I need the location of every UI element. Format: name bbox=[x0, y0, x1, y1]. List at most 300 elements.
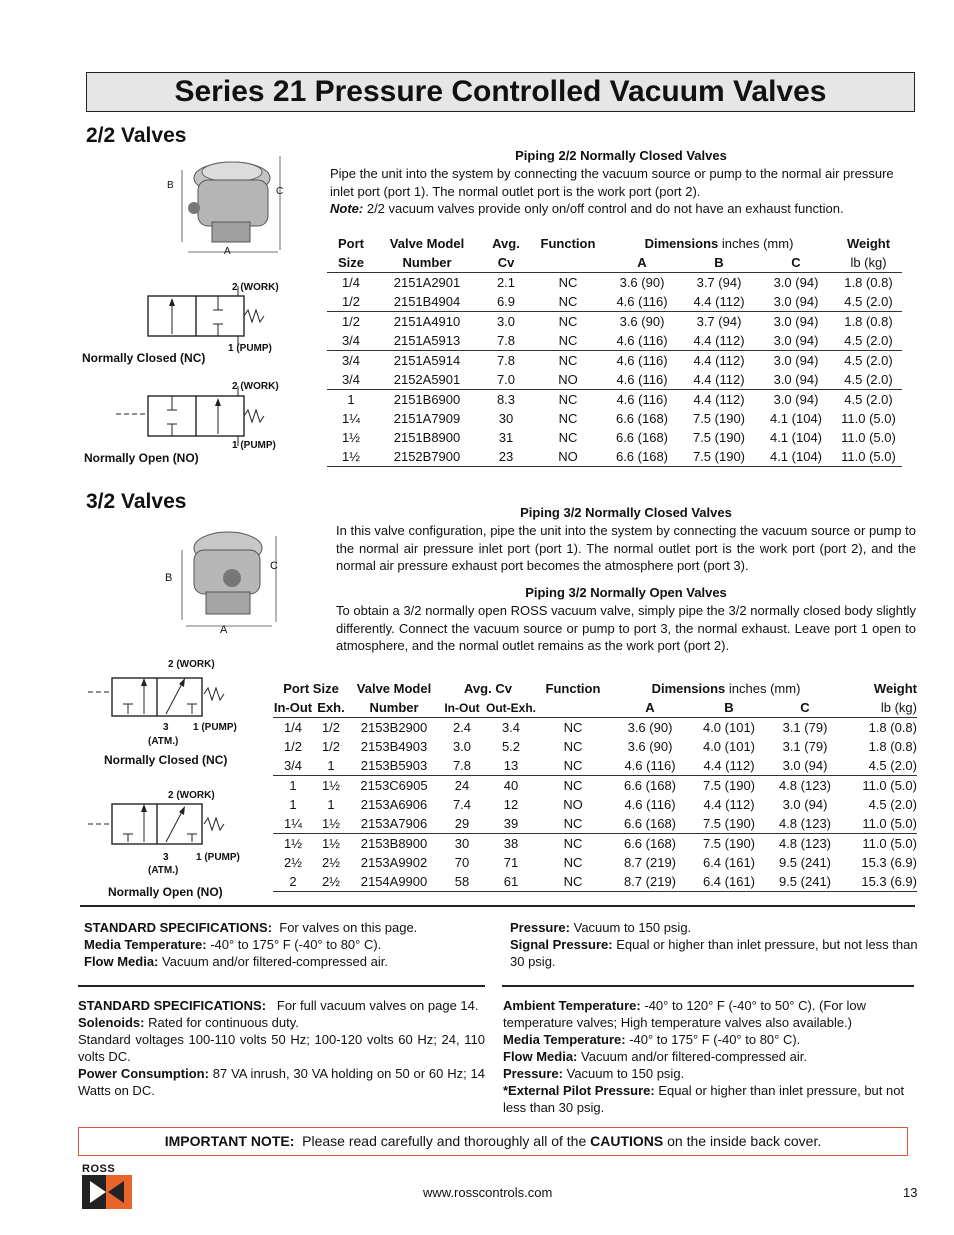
table-cell: 3.0 (94) bbox=[773, 275, 819, 290]
table-cell: 7.5 (190) bbox=[692, 411, 746, 426]
th-weight-3-2: Weight bbox=[873, 681, 917, 696]
piping-2-2-text: Pipe the unit into the system by connecting the vacuum source or pump to the normal air pressure inlet port (port 1). The normal outlet port is the work port (port 2). bbox=[330, 166, 894, 199]
spec2-std-text: For full vacuum valves on page 14. bbox=[276, 998, 479, 1013]
table-cell: 4.8 (123) bbox=[778, 778, 832, 793]
specs-2-right-rule bbox=[502, 985, 914, 987]
important-text-1: Please read carefully and thoroughly all of the bbox=[302, 1133, 587, 1149]
table-cell: 7.4 bbox=[452, 797, 472, 812]
table-cell: 7.5 (190) bbox=[691, 814, 767, 834]
spec-signal bbox=[510, 936, 920, 970]
table-cell: 3.0 (94) bbox=[757, 331, 835, 351]
spec2-pressure bbox=[503, 1065, 913, 1082]
spec-flow-text: Vacuum and/or filtered-compressed air. bbox=[162, 954, 388, 969]
table-cell: 8.3 bbox=[496, 392, 516, 407]
table-cell: 1½ bbox=[283, 836, 303, 851]
important-note bbox=[78, 1127, 908, 1156]
spec-std-text: For valves on this page. bbox=[279, 920, 418, 935]
table-cell: 3.0 bbox=[496, 314, 516, 329]
table-cell: 23 bbox=[479, 447, 533, 467]
table-cell: NC bbox=[537, 756, 609, 776]
valve-symbol-3-2-no bbox=[84, 800, 244, 860]
port-label-atm-no: (ATM.) bbox=[148, 865, 179, 876]
table-cell: 6.6 (168) bbox=[615, 430, 669, 445]
spec2-power-text: 87 VA inrush, 30 VA holding on 50 or 60 Hz; 14 Watts on DC. bbox=[78, 1066, 485, 1098]
table-cell: 3/4 bbox=[327, 331, 375, 351]
table-cell: 4.5 (2.0) bbox=[868, 797, 917, 812]
th-size: Size bbox=[327, 253, 375, 273]
th-model: Valve Model bbox=[389, 236, 465, 251]
table-cell: 13 bbox=[485, 756, 537, 776]
th-b: B bbox=[681, 253, 757, 273]
table-cell: 11.0 (5.0) bbox=[841, 411, 896, 426]
table-cell: 4.1 (104) bbox=[769, 411, 823, 426]
spec2-flow-text: Vacuum and/or filtered-compressed air. bbox=[581, 1049, 807, 1064]
table-cell: 3.0 (94) bbox=[773, 314, 819, 329]
table-cell: 1/4 bbox=[283, 720, 303, 735]
th-b-3-2: B bbox=[691, 698, 767, 718]
spec-std-label: STANDARD SPECIFICATIONS: bbox=[84, 920, 273, 935]
page-number: 13 bbox=[903, 1185, 918, 1200]
table-cell: 1¼ bbox=[273, 814, 313, 834]
spec2-flow bbox=[503, 1048, 913, 1065]
table-cell: 7.8 bbox=[439, 756, 485, 776]
table-cell: 30 bbox=[454, 836, 470, 851]
spec2-pilot-label: *External Pilot Pressure: bbox=[503, 1083, 655, 1098]
table-cell: NC bbox=[563, 739, 583, 754]
spec2-power bbox=[78, 1065, 485, 1099]
table-3-2 bbox=[273, 679, 917, 892]
table-cell: 1½ bbox=[327, 447, 375, 467]
th-a-3-2: A bbox=[609, 698, 691, 718]
table-cell: 3.1 (79) bbox=[782, 720, 828, 735]
spec-temp-text: -40° to 175° F (-40° to 80° C). bbox=[210, 937, 382, 952]
spec2-voltages: Standard voltages 100-110 volts 50 Hz; 100-120 volts 60 Hz; 24, 110 volts DC. bbox=[78, 1032, 485, 1064]
specs-2-right bbox=[503, 997, 913, 1116]
table-cell: NO bbox=[533, 447, 603, 467]
symbol-3-2-nc bbox=[84, 670, 244, 730]
spec2-flow-label: Flow Media: bbox=[503, 1049, 578, 1064]
th-function-3-2: Function bbox=[545, 681, 601, 696]
table-cell: 3.7 (94) bbox=[696, 314, 742, 329]
table-cell: 7.5 (190) bbox=[692, 430, 746, 445]
table-row bbox=[327, 331, 902, 351]
table-cell: 3/4 bbox=[273, 756, 313, 776]
table-cell: 4.4 (112) bbox=[703, 797, 755, 812]
table-cell: 1 bbox=[327, 797, 335, 812]
divider bbox=[80, 905, 915, 907]
table-cell: NC bbox=[563, 778, 583, 793]
table-cell: 7.5 (190) bbox=[681, 447, 757, 467]
th-cv: Cv bbox=[479, 253, 533, 273]
table-row bbox=[273, 814, 917, 834]
page-title: Series 21 Pressure Controlled Vacuum Valves bbox=[174, 75, 827, 108]
table-cell: 3.6 (90) bbox=[619, 275, 665, 290]
table-cell: 2151A2901 bbox=[393, 275, 461, 290]
table-cell: 8.7 (219) bbox=[623, 855, 677, 870]
th-blank-3-2 bbox=[537, 698, 609, 718]
table-cell: 1 bbox=[289, 797, 297, 812]
table-cell: 4.8 (123) bbox=[778, 836, 832, 851]
table-cell: 1½ bbox=[321, 778, 341, 793]
table-cell: 40 bbox=[503, 778, 519, 793]
note-text: 2/2 vacuum valves provide only on/off control and do not have an exhaust function. bbox=[366, 201, 844, 216]
table-cell: 3/4 bbox=[327, 370, 375, 390]
table-row bbox=[327, 428, 902, 447]
piping-3-2-nc-text: In this valve configuration, pipe the unit into the system by connecting the vacuum source or pump to the normal air pressure inlet port (port 1). The normal outlet port is the work port (port 2), and the normal air pressure exhaust port becomes the atmosphere port (port 3). bbox=[336, 523, 916, 573]
table-cell: NC bbox=[533, 331, 603, 351]
table-2-2-body bbox=[327, 273, 902, 467]
ross-logo-icon bbox=[82, 1175, 132, 1209]
spec2-pressure-label: Pressure: bbox=[503, 1066, 563, 1081]
table-cell: 1/2 bbox=[327, 292, 375, 312]
table-cell: 38 bbox=[503, 836, 519, 851]
port-label-atm-num-no: 3 bbox=[163, 852, 169, 863]
table-row bbox=[273, 737, 917, 756]
table-cell: 4.4 (112) bbox=[691, 756, 767, 776]
table-cell: 2151A5913 bbox=[375, 331, 479, 351]
th-cv-out-exh: Out-Exh. bbox=[485, 698, 537, 718]
table-cell: 4.4 (112) bbox=[681, 370, 757, 390]
th-dimensions bbox=[603, 234, 835, 253]
table-cell: 1/2 bbox=[321, 739, 341, 754]
port-label-atm-num: 3 bbox=[163, 722, 169, 733]
table-cell: 4.8 (123) bbox=[767, 814, 843, 834]
th-dimensions-units: inches (mm) bbox=[721, 236, 794, 251]
table-cell: 1.8 (0.8) bbox=[868, 720, 917, 735]
table-cell: 2151A7909 bbox=[393, 411, 461, 426]
caption-normally-closed: Normally Closed (NC) bbox=[82, 351, 206, 365]
table-cell: 1.8 (0.8) bbox=[844, 314, 893, 329]
table-row bbox=[273, 795, 917, 814]
spec2-ambient-label: Ambient Temperature: bbox=[503, 998, 641, 1013]
th-weight: Weight bbox=[846, 236, 891, 251]
table-cell: 7.8 bbox=[496, 353, 516, 368]
th-dimensions-units-3-2: inches (mm) bbox=[728, 681, 801, 696]
table-cell: 4.5 (2.0) bbox=[835, 370, 902, 390]
spec2-std-label: STANDARD SPECIFICATIONS: bbox=[78, 998, 267, 1013]
caption-normally-open-3-2: Normally Open (NO) bbox=[108, 885, 223, 899]
table-cell: 1.8 (0.8) bbox=[844, 275, 893, 290]
table-cell: 4.0 (101) bbox=[702, 739, 756, 754]
spec2-power-label: Power Consumption: bbox=[78, 1066, 209, 1081]
table-cell: 30 bbox=[498, 411, 514, 426]
table-cell: 4.6 (116) bbox=[603, 331, 681, 351]
table-cell: 4.5 (2.0) bbox=[844, 353, 893, 368]
port-label-work-3-2-no: 2 (WORK) bbox=[168, 790, 215, 801]
th-c: C bbox=[757, 253, 835, 273]
table-cell: 2154A9900 bbox=[349, 872, 439, 892]
table-cell: 3.0 bbox=[452, 739, 472, 754]
section-heading-3-2: 3/2 Valves bbox=[86, 490, 187, 513]
table-cell: 3.7 (94) bbox=[696, 275, 742, 290]
table-cell: 39 bbox=[485, 814, 537, 834]
piping-2-2-note bbox=[330, 200, 914, 218]
table-cell: 6.6 (168) bbox=[603, 447, 681, 467]
spec2-temp-label: Media Temperature: bbox=[503, 1032, 626, 1047]
table-cell: 1/2 bbox=[341, 314, 361, 329]
spec2-pilot-text: Equal or higher than inlet pressure, but not less than 30 psig. bbox=[503, 1083, 905, 1115]
piping-3-2-no-title: Piping 3/2 Normally Open Valves bbox=[525, 585, 727, 600]
specs-1-right bbox=[510, 919, 920, 970]
table-cell: 3.0 (94) bbox=[773, 353, 819, 368]
table-cell: NC bbox=[563, 855, 583, 870]
table-cell: NC bbox=[558, 275, 578, 290]
table-2-2 bbox=[327, 234, 902, 467]
table-cell: 24 bbox=[454, 778, 470, 793]
table-cell: 3.6 (90) bbox=[619, 314, 665, 329]
dim-label-a-3-2: A bbox=[220, 624, 228, 636]
table-cell: 4.4 (112) bbox=[681, 331, 757, 351]
table-cell: 6.6 (168) bbox=[609, 814, 691, 834]
table-cell: 6.6 (168) bbox=[623, 836, 677, 851]
title-banner bbox=[86, 72, 915, 112]
spec2-sol-label: Solenoids: bbox=[78, 1015, 145, 1030]
spec2-ambient-text: -40° to 120° F (-40° to 50° C). (For low temperature valves; High temperature valves also available.) bbox=[503, 998, 867, 1030]
table-cell: 1.8 (0.8) bbox=[868, 739, 917, 754]
piping-2-2-title: Piping 2/2 Normally Closed Valves bbox=[515, 148, 727, 163]
spec2-pressure-text: Vacuum to 150 psig. bbox=[566, 1066, 685, 1081]
table-cell: 2153B5903 bbox=[349, 756, 439, 776]
specs-2-left bbox=[78, 997, 485, 1099]
table-cell: 4.5 (2.0) bbox=[844, 392, 893, 407]
table-cell: 6.6 (168) bbox=[623, 778, 677, 793]
table-cell: 6.6 (168) bbox=[615, 411, 669, 426]
table-cell: 12 bbox=[503, 797, 519, 812]
table-cell: 2½ bbox=[313, 872, 349, 892]
table-cell: 31 bbox=[498, 430, 514, 445]
table-cell: 1/2 bbox=[321, 720, 341, 735]
spec-flow bbox=[84, 953, 494, 970]
table-row bbox=[273, 776, 917, 796]
table-cell: 2.4 bbox=[452, 720, 472, 735]
table-cell: 29 bbox=[439, 814, 485, 834]
table-cell: 3.6 (90) bbox=[627, 739, 673, 754]
spec-pressure-label: Pressure: bbox=[510, 920, 570, 935]
table-cell: 2152B7900 bbox=[375, 447, 479, 467]
dim-label-c-3-2: C bbox=[270, 560, 278, 572]
th-blank bbox=[533, 253, 603, 273]
th-avg-cv: Avg. Cv bbox=[464, 681, 512, 696]
table-cell: 70 bbox=[454, 855, 470, 870]
spec2-ambient bbox=[503, 997, 913, 1031]
table-cell: 4.6 (116) bbox=[609, 756, 691, 776]
table-row bbox=[327, 273, 902, 293]
table-cell: 2151B6900 bbox=[393, 392, 461, 407]
table-cell: 1/4 bbox=[341, 275, 361, 290]
th-number-3-2: Number bbox=[349, 698, 439, 718]
table-cell: 2½ bbox=[321, 855, 341, 870]
table-cell: 2½ bbox=[283, 855, 303, 870]
specs-2-left-rule bbox=[78, 985, 485, 987]
table-cell: 71 bbox=[503, 855, 519, 870]
table-cell: 3.4 bbox=[501, 720, 521, 735]
table-row bbox=[327, 447, 902, 467]
table-cell: 4.5 (2.0) bbox=[843, 756, 917, 776]
symbol-3-2-no bbox=[84, 800, 244, 860]
port-label-work-3-2: 2 (WORK) bbox=[168, 659, 215, 670]
valve-symbol-3-2-nc bbox=[84, 670, 244, 730]
table-cell: 4.6 (116) bbox=[616, 353, 668, 368]
table-cell: 1 bbox=[289, 778, 297, 793]
caption-normally-closed-3-2: Normally Closed (NC) bbox=[104, 753, 228, 767]
table-cell: 1¼ bbox=[341, 411, 361, 426]
table-cell: 2153B2900 bbox=[360, 720, 428, 735]
table-row bbox=[327, 409, 902, 428]
th-weight-units: lb (kg) bbox=[835, 253, 902, 273]
table-cell: NC bbox=[558, 314, 578, 329]
table-row bbox=[327, 390, 902, 410]
table-cell: NO bbox=[563, 797, 583, 812]
note-label: Note: bbox=[330, 201, 364, 216]
table-cell: 4.4 (112) bbox=[693, 353, 745, 368]
spec-pressure bbox=[510, 919, 920, 936]
th-port: Port bbox=[338, 236, 364, 251]
th-function: Function bbox=[540, 236, 596, 251]
table-cell: 3.0 (94) bbox=[757, 292, 835, 312]
table-cell: 4.4 (112) bbox=[681, 292, 757, 312]
port-label-pump-3-2-no: 1 (PUMP) bbox=[196, 852, 240, 863]
table-cell: NC bbox=[533, 292, 603, 312]
piping-3-2-no-text: To obtain a 3/2 normally open ROSS vacuum valve, simply pipe the 3/2 normally closed body slightly differently. Connect the vacuum source or pump to port 3, the normal exhaust. Leave port 1 open to atmosphere, and the normal outlet remains as the work port (port 2). bbox=[336, 603, 916, 653]
table-cell: 4.5 (2.0) bbox=[835, 292, 902, 312]
table-cell: 2153A6906 bbox=[360, 797, 428, 812]
table-cell: 2153A9902 bbox=[360, 855, 428, 870]
table-cell: 2153C6905 bbox=[360, 778, 428, 793]
table-cell: 6.4 (161) bbox=[691, 872, 767, 892]
table-cell: 7.8 bbox=[479, 331, 533, 351]
table-cell: 1½ bbox=[321, 836, 341, 851]
table-cell: NC bbox=[537, 814, 609, 834]
th-number: Number bbox=[375, 253, 479, 273]
table-cell: 6.4 (161) bbox=[702, 855, 756, 870]
table-cell: 3.0 (94) bbox=[767, 756, 843, 776]
th-exh: Exh. bbox=[313, 698, 349, 718]
th-dimensions-label: Dimensions bbox=[644, 236, 719, 251]
port-label-work: 2 (WORK) bbox=[232, 282, 279, 293]
th-cv-in-out: In-Out bbox=[439, 698, 485, 718]
port-label-pump: 1 (PUMP) bbox=[228, 343, 272, 354]
table-cell: 4.6 (116) bbox=[616, 392, 668, 407]
spec-temp-label: Media Temperature: bbox=[84, 937, 207, 952]
table-cell: 1½ bbox=[341, 430, 361, 445]
table-cell: 2 bbox=[273, 872, 313, 892]
th-dimensions-label-3-2: Dimensions bbox=[651, 681, 726, 696]
dim-label-b-3-2: B bbox=[165, 572, 173, 584]
port-label-atm: (ATM.) bbox=[148, 736, 179, 747]
table-cell: 15.3 (6.9) bbox=[843, 872, 917, 892]
table-row bbox=[273, 834, 917, 854]
table-cell: NC bbox=[558, 392, 578, 407]
th-c-3-2: C bbox=[767, 698, 843, 718]
table-cell: 11.0 (5.0) bbox=[862, 778, 917, 793]
table-cell: 11.0 (5.0) bbox=[862, 836, 917, 851]
table-cell: NC bbox=[558, 411, 578, 426]
table-cell: 4.1 (104) bbox=[757, 447, 835, 467]
th-port-size: Port Size bbox=[283, 681, 339, 696]
spec2-sol-text: Rated for continuous duty. bbox=[148, 1015, 299, 1030]
table-cell: 9.5 (241) bbox=[767, 872, 843, 892]
table-cell: NC bbox=[563, 836, 583, 851]
table-cell: 3.1 (79) bbox=[782, 739, 828, 754]
table-cell: 1/2 bbox=[283, 739, 303, 754]
table-cell: 3/4 bbox=[341, 353, 361, 368]
spec-signal-label: Signal Pressure: bbox=[510, 937, 613, 952]
caption-normally-open: Normally Open (NO) bbox=[84, 451, 199, 465]
table-cell: 1½ bbox=[313, 814, 349, 834]
table-cell: NC bbox=[558, 353, 578, 368]
spec-flow-label: Flow Media: bbox=[84, 954, 159, 969]
spec-temp bbox=[84, 936, 494, 953]
table-cell: 4.6 (116) bbox=[624, 797, 676, 812]
important-cautions: CAUTIONS bbox=[590, 1133, 664, 1149]
th-a: A bbox=[603, 253, 681, 273]
footer-url: www.rosscontrols.com bbox=[423, 1185, 553, 1200]
table-cell: 61 bbox=[485, 872, 537, 892]
table-cell: 2153B4903 bbox=[360, 739, 428, 754]
valve-image-2-2 bbox=[160, 150, 300, 262]
spec2-sol bbox=[78, 1014, 485, 1031]
table-cell: 58 bbox=[439, 872, 485, 892]
port-label-pump-no: 1 (PUMP) bbox=[232, 440, 276, 451]
spec2-pilot bbox=[503, 1082, 913, 1116]
table-cell: 4.5 (2.0) bbox=[835, 331, 902, 351]
table-cell: 2153B8900 bbox=[360, 836, 428, 851]
ross-logo-text: ROSS bbox=[82, 1163, 116, 1175]
table-cell: 4.6 (116) bbox=[603, 292, 681, 312]
table-cell: 1 bbox=[347, 392, 355, 407]
table-cell: 9.5 (241) bbox=[778, 855, 832, 870]
table-cell: 2151A4910 bbox=[393, 314, 461, 329]
section-heading-2-2: 2/2 Valves bbox=[86, 124, 187, 147]
specs-1-left bbox=[84, 919, 494, 970]
dim-label-c: C bbox=[276, 186, 284, 197]
table-cell: 3.0 (94) bbox=[757, 370, 835, 390]
table-cell: 7.5 (190) bbox=[702, 836, 756, 851]
valve-image-3-2 bbox=[160, 520, 290, 636]
dim-label-a: A bbox=[224, 246, 231, 257]
port-label-work-no: 2 (WORK) bbox=[232, 381, 279, 392]
table-cell: 2152A5901 bbox=[375, 370, 479, 390]
th-weight-units-3-2: lb (kg) bbox=[843, 698, 917, 718]
table-row bbox=[273, 756, 917, 776]
th-avg: Avg. bbox=[492, 236, 520, 251]
table-row bbox=[273, 853, 917, 872]
table-cell: 2151A5914 bbox=[393, 353, 461, 368]
th-in-out: In-Out bbox=[273, 698, 313, 718]
table-cell: NC bbox=[563, 720, 583, 735]
important-text-2: on the inside back cover. bbox=[667, 1133, 822, 1149]
table-cell: 7.5 (190) bbox=[702, 778, 756, 793]
table-cell: 2151B8900 bbox=[393, 430, 461, 445]
table-cell: 8.7 (219) bbox=[609, 872, 691, 892]
table-cell: 5.2 bbox=[501, 739, 521, 754]
table-cell: 4.1 (104) bbox=[769, 430, 823, 445]
table-cell: 2153A7906 bbox=[349, 814, 439, 834]
spec-signal-text: Equal or higher than inlet pressure, but not less than 30 psig. bbox=[510, 937, 918, 969]
table-cell: 11.0 (5.0) bbox=[835, 447, 902, 467]
th-model-3-2: Valve Model bbox=[356, 681, 432, 696]
valve-photo-illustration-3-2 bbox=[160, 520, 290, 636]
table-cell: 11.0 (5.0) bbox=[841, 430, 896, 445]
table-row bbox=[327, 292, 902, 312]
spec2-temp-text: -40° to 175° F (-40° to 80° C). bbox=[629, 1032, 801, 1047]
port-label-pump-3-2: 1 (PUMP) bbox=[193, 722, 237, 733]
th-dimensions-3-2 bbox=[609, 679, 843, 698]
piping-3-2-nc-title: Piping 3/2 Normally Closed Valves bbox=[520, 505, 732, 520]
spec2-std bbox=[78, 997, 485, 1014]
table-cell: 15.3 (6.9) bbox=[861, 855, 917, 870]
dim-label-b: B bbox=[167, 180, 174, 191]
